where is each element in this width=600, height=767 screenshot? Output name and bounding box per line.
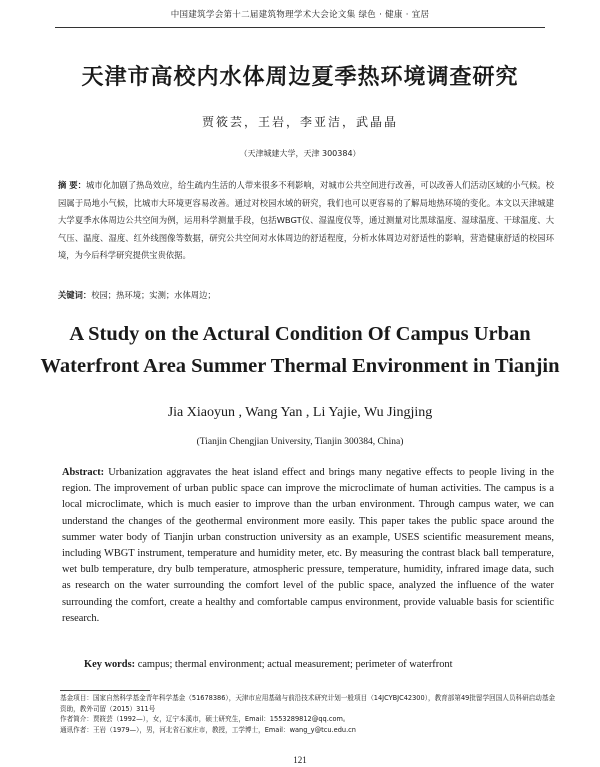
- chinese-keywords: [58, 289, 554, 301]
- page-number: 121: [293, 755, 307, 765]
- chinese-authors: 贾筱芸，王岩，李亚洁，武晶晶: [201, 115, 398, 129]
- english-keywords: [84, 659, 554, 670]
- chinese-affiliation: （天津城建大学，天津 300384）: [239, 149, 361, 158]
- chinese-title: 天津市高校内水体周边夏季热环境调查研究: [81, 65, 519, 90]
- english-abstract-label: Abstract:: [62, 467, 105, 478]
- chinese-abstract-text: 城市化加剧了热岛效应，给生疏内生活的人带来很多不利影响，对城市公共空间进行改善，可以改善人们活动区域的小气候。校园属于局地小气候，比城市大环境更容易改善。通过对校园水域的研究，我们也可以更容易的了解局地热环境的变化。本文以天津城建大学夏季水体周边公共空间为例，运用科学测量手段，包括WBGT仪、湿温度仪等，通过测量对比黑球温度、湿球温度、干球温度、大气压、温度、湿度、红外线图像等数据，研究公共空间对水体周边的舒适程度，分析水体周边对舒适性的影响，营造健康舒适的校园环境，为今后科学研究提供宝贵依据。: [58, 180, 554, 261]
- english-title: A Study on the Actural Condition Of Campus Urban Waterfront Area Summer Thermal Environment in Tianjin: [40, 323, 560, 377]
- running-header: 中国建筑学会第十二届建筑物理学术大会论文集 绿色 · 健康 · 宜居: [170, 10, 430, 20]
- header-divider: [55, 27, 545, 28]
- english-keywords-text: campus; thermal environment; actual measurement; perimeter of waterfront: [137, 659, 453, 670]
- chinese-abstract: [58, 177, 554, 265]
- chinese-abstract-label: 摘 要：: [58, 180, 87, 190]
- footnotes: [60, 693, 558, 735]
- footnote-fund: 基金项目：国家自然科学基金青年科学基金（51678386），天津市应用基础与前沿技术研究计划一般项目（14JCYBJC42300），教育部第49批留学回国人员科研启动基金资助，教外司留（2015）311号: [60, 694, 556, 713]
- footnote-contact: 通讯作者：王岩（1979—），男，河北省石家庄市，教授，工学博士，Email：wang_y@tcu.edu.cn: [60, 725, 356, 734]
- english-authors: Jia Xiaoyun , Wang Yan , Li Yajie, Wu Jingjing: [167, 405, 433, 420]
- footnote-divider: [60, 690, 150, 691]
- footnote-author: 作者简介：贾筱芸（1992—），女，辽宁本溪市，硕士研究生，Email：1553289812@qq.com。: [60, 715, 350, 724]
- english-affiliation: (Tianjin Chengjian University, Tianjin 300384, China): [196, 437, 404, 447]
- chinese-keywords-text: 校园；热环境；实测；水体周边；: [91, 290, 216, 300]
- english-abstract-text: Urbanization aggravates the heat island effect and brings many negative effects to people living in the region. The improvement of urban public space can improve the microclimate of human activities. The campus is a local microclimate, which is much easier to improve than the urban environment. Through campus water, we can understand the changes of the geothermal environment more easily. This paper takes the public space around the summer water body of Tianjin urban construction university as an example, USES scientific measurement means, including WBGT instrument, temperature and humidity meter, etc. By measuring the contrast black ball temperature, wet bulb temperature, dry bulb temperature, atmospheric pressure, temperature, humidity, infrared image data, such as research on the water surrounding the comfort level of the public space, analyzed the influence of the water surrounding the comfort, create a healthy and comfortable campus environment, provide valuable basis for scientific research.: [62, 467, 554, 624]
- english-abstract: [62, 465, 554, 627]
- english-keywords-label: Key words:: [84, 659, 136, 670]
- chinese-keywords-label: 关键词：: [58, 290, 92, 300]
